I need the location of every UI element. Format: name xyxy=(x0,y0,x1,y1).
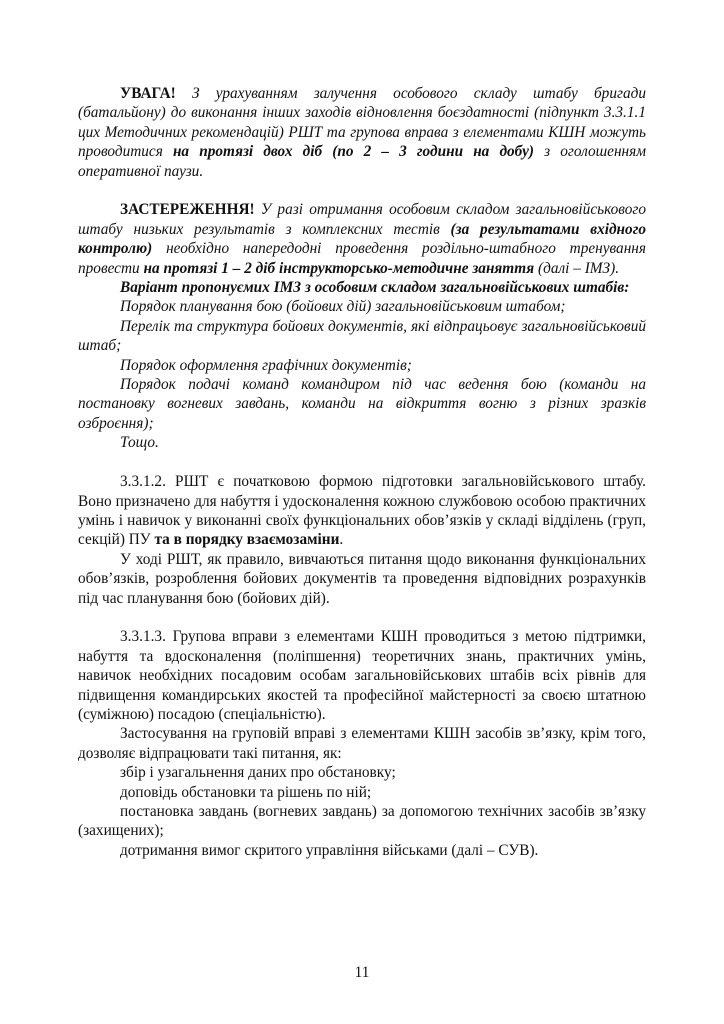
spacer xyxy=(78,608,646,627)
spacer xyxy=(78,181,646,200)
spacer xyxy=(78,453,646,472)
imz-list-item: Перелік та структура бойових документів, які відпрацьовує загальновійськовий штаб; xyxy=(78,317,646,355)
imz-list-item: Порядок подачі команд командиром під час ведення бою (команди на постановку вогневих завдань, команди на відкриття вогню з різних зразків озброєння); xyxy=(78,376,646,432)
kshn-list-item: дотримання вимог скритого управління військами (далі – СУВ). xyxy=(120,841,539,859)
imz-list-item: Порядок оформлення графічних документів; xyxy=(120,356,412,374)
kshn-list-item: постановка завдань (вогневих завдань) за допомогою технічних засобів зв’язку (захищених); xyxy=(78,802,646,840)
zasterezhennia-paragraph xyxy=(78,200,646,278)
uvaga-text-end: з оголошенням оперативної паузи. xyxy=(78,143,646,180)
zasterezhennia-label: ЗАСТЕРЕЖЕННЯ! xyxy=(120,201,255,219)
section-3312-text: 3.3.1.2. РШТ є початковою формою підготовки загальновійськового штабу. Воно призначено для набуття і удосконалення кожною службовою особою практичних умінь і навичок у виконанні своїх функціональних обов’язків у складі відділень (груп, секцій) ПУ xyxy=(78,473,646,549)
zasterezhennia-bold-text-2: на протязі 1 – 2 діб інструкторсько-методичне заняття xyxy=(143,259,535,277)
section-3312-bold-text: та в порядку взаємозаміни xyxy=(154,531,340,549)
section-3312-paragraph xyxy=(78,472,646,550)
imz-list-item: Порядок планування бою (бойових дій) загальновійськовим штабом; xyxy=(120,298,566,316)
uvaga-label: УВАГА! xyxy=(120,85,176,102)
section-3313-paragraph-2: Застосування на груповій вправі з елементами КШН засобів зв’язку, крім того, дозволяє відпрацювати такі питання, як: xyxy=(78,725,646,762)
zasterezhennia-text: У разі отримання особовим складом загальновійськового штабу низьких результатів з комплексних тестів xyxy=(78,201,646,238)
section-3313-paragraph: 3.3.1.3. Групова вправи з елементами КШН проводиться з метою підтримки, набуття та вдосконалення (поліпшення) теоретичних знань, практичних умінь, навичок необхідних посадовим особам загальновійськових штабів всіх рівнів для підвищення командирських якостей та професійної майстерності за своєю штатною (суміжною) посадою (спеціальністю). xyxy=(78,628,646,723)
kshn-list-item: збір і узагальнення даних про обстановку; xyxy=(120,764,396,782)
uvaga-bold-text: на протязі двох діб (по 2 – 3 години на добу) xyxy=(172,143,535,161)
page-number: 11 xyxy=(354,964,370,981)
uvaga-paragraph xyxy=(78,84,646,181)
kshn-list-item: доповідь обстановки та рішень по ній; xyxy=(120,783,372,801)
zasterezhennia-text-3: (далі – ІМЗ). xyxy=(534,259,620,277)
imz-variant-heading: Варіант пропонуємих ІМЗ з особовим складом загальновійськових штабів: xyxy=(120,279,630,297)
imz-list-item: Тощо. xyxy=(120,434,159,452)
page-body xyxy=(78,84,646,860)
section-3312-paragraph-2: У ході РШТ, як правило, вивчаються питання щодо виконання функціональних обов’язків, розроблення бойових документів та проведення відповідних розрахунків під час планування бою (бойових дій). xyxy=(78,550,646,607)
uvaga-text: З урахуванням залучення особового складу штабу бригади (батальйону) до виконання інших заходів відновлення боєздатності (підпункт 3.3.1.1 цих Методичних рекомендацій) РШТ та групова вправа з елементами КШН можуть проводитися xyxy=(78,85,646,161)
zasterezhennia-bold-text-1: (за результатами вхідного контролю) xyxy=(78,220,646,258)
zasterezhennia-text-2: необхідно напередодні проведення роздільно-штабного тренування провести xyxy=(78,240,646,277)
section-3312-text-end: . xyxy=(339,531,344,549)
